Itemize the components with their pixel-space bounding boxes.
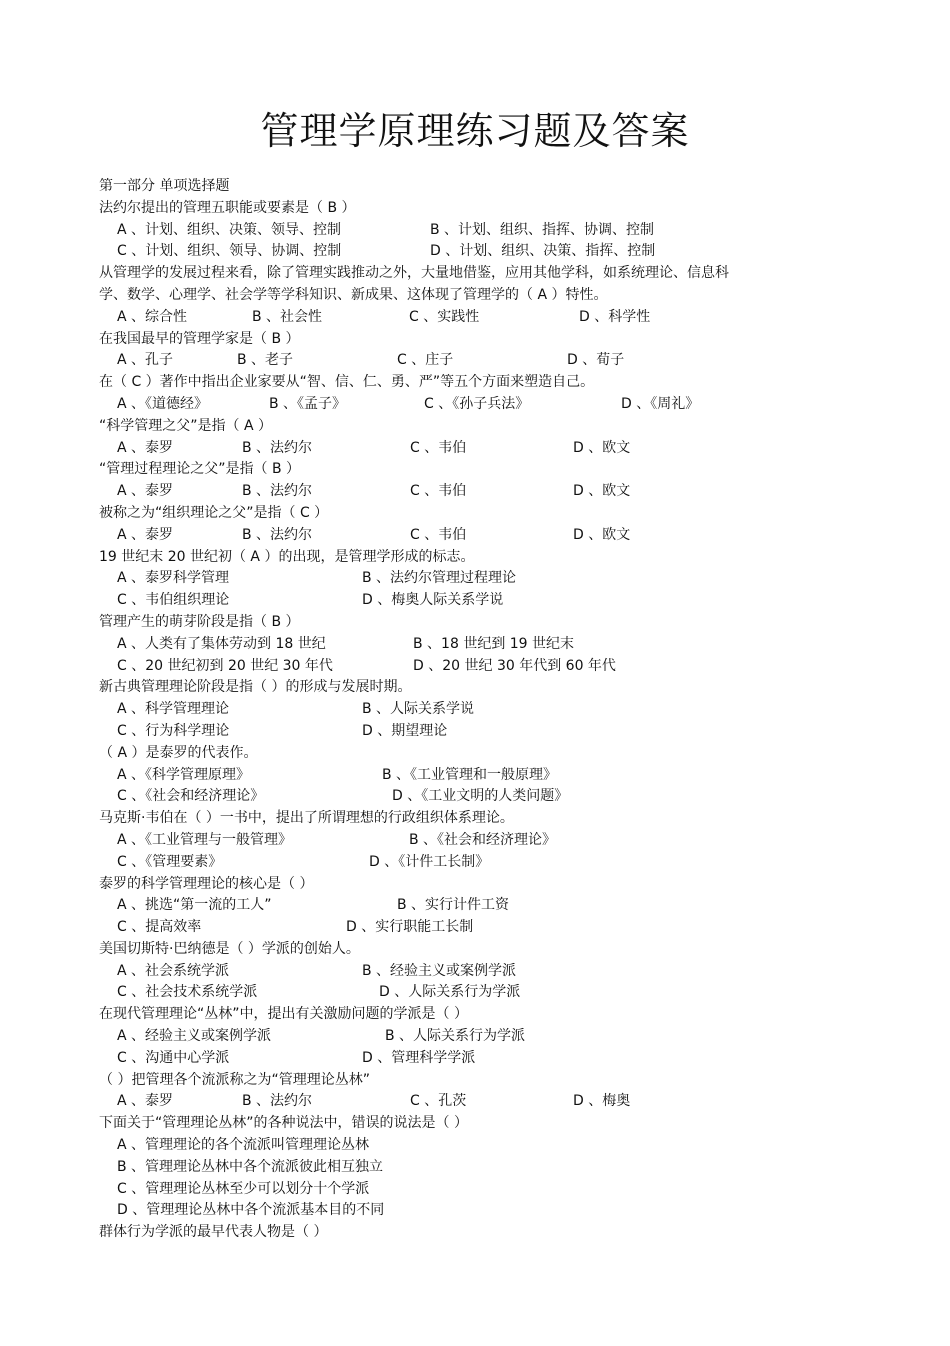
option-row <box>99 568 789 590</box>
option-text: B 、《孟子》 <box>269 395 347 412</box>
option-text: D 、《工业文明的人类问题》 <box>392 788 569 805</box>
option-text: A 、科学管理理论 <box>117 701 230 718</box>
document-title: 管理学原理练习题及答案 <box>260 109 690 153</box>
question-text: 在现代管理理论“丛林”中，提出有关激励问题的学派是（ ） <box>99 1006 468 1023</box>
question-text: 被称之为“组织理论之父”是指（ C ） <box>99 504 329 521</box>
option-row <box>99 830 789 852</box>
option-row <box>99 241 789 263</box>
option-row <box>99 765 789 787</box>
option-text: C 、沟通中心学派 <box>117 1049 230 1066</box>
option-text: B 、社会性 <box>252 308 323 325</box>
question-text: “管理过程理论之父”是指（ B ） <box>99 461 301 478</box>
question-text: 管理产生的萌芽阶段是指（ B ） <box>99 613 300 630</box>
question-text: 法约尔提出的管理五职能或要素是（ B ） <box>99 199 356 216</box>
question-text: “科学管理之父”是指（ A ） <box>99 417 272 434</box>
option-row <box>99 961 789 983</box>
option-text: C 、提高效率 <box>117 919 202 936</box>
option-row <box>99 699 789 721</box>
option-text: D 、《计件工长制》 <box>369 853 490 870</box>
option-row <box>99 1179 789 1201</box>
option-text: B 、老子 <box>237 352 294 369</box>
option-text: C 、庄子 <box>397 352 454 369</box>
option-text: A 、泰罗 <box>117 526 174 543</box>
question-text: 美国切斯特·巴纳德是（ ）学派的创始人。 <box>99 940 360 957</box>
question-list <box>99 176 789 1244</box>
option-text: B 、法约尔 <box>242 526 313 543</box>
option-row <box>99 1157 789 1179</box>
option-text: A 、经验主义或案例学派 <box>117 1028 272 1045</box>
option-text: D 、欧文 <box>573 483 631 500</box>
question-text: 马克斯·韦伯在（ ）一书中，提出了所谓理想的行政组织体系理论。 <box>99 810 514 827</box>
option-text: B 、人际关系学说 <box>362 701 475 718</box>
option-row <box>99 438 789 460</box>
option-text: B 、人际关系行为学派 <box>385 1028 526 1045</box>
option-row <box>99 895 789 917</box>
option-row <box>99 852 789 874</box>
option-row <box>99 656 789 678</box>
option-row <box>99 394 789 416</box>
option-text: A 、《道德经》 <box>117 395 209 412</box>
option-text: D 、期望理论 <box>362 722 448 739</box>
option-row <box>99 525 789 547</box>
option-text: C 、计划、组织、领导、协调、控制 <box>117 243 342 260</box>
question-text: 群体行为学派的最早代表人物是（ ） <box>99 1224 328 1241</box>
option-text: A 、管理理论的各个流派叫管理理论丛林 <box>117 1137 370 1154</box>
option-text: D 、梅奥人际关系学说 <box>362 592 504 609</box>
option-text: C 、管理理论丛林至少可以划分十个学派 <box>117 1180 370 1197</box>
option-text: D 、20 世纪 30 年代到 60 年代 <box>413 657 616 674</box>
question-text: 学、数学、心理学、社会学等学科知识、新成果、这体现了管理学的（ A ）特性。 <box>99 286 608 303</box>
question-text: 19 世纪末 20 世纪初（ A ）的出现，是管理学形成的标志。 <box>99 548 475 565</box>
question-text: 从管理学的发展过程来看，除了管理实践推动之外，大量地借鉴，应用其他学科，如系统理论、信息科 <box>99 265 729 282</box>
option-text: A 、泰罗 <box>117 1093 174 1110</box>
option-text: A 、计划、组织、决策、领导、控制 <box>117 221 342 238</box>
option-text: C 、韦伯 <box>410 483 467 500</box>
question-text: （ A ）是泰罗的代表作。 <box>99 744 258 761</box>
option-text: B 、实行计件工资 <box>397 897 510 914</box>
option-text: A 、人类有了集体劳动到 18 世纪 <box>117 635 326 652</box>
option-text: A 、孔子 <box>117 352 174 369</box>
option-text: D 、计划、组织、决策、指挥、控制 <box>430 243 656 260</box>
option-text: D 、荀子 <box>567 352 625 369</box>
option-text: B 、管理理论丛林中各个流派彼此相互独立 <box>117 1158 384 1175</box>
option-text: B 、法约尔 <box>242 483 313 500</box>
option-text: B 、18 世纪到 19 世纪末 <box>413 635 575 652</box>
option-text: C 、孔茨 <box>410 1093 467 1110</box>
option-text: A 、泰罗 <box>117 439 174 456</box>
question-text: （ ）把管理各个流派称之为“管理理论丛林” <box>99 1071 370 1088</box>
option-text: D 、人际关系行为学派 <box>379 984 521 1001</box>
option-text: B 、计划、组织、指挥、协调、控制 <box>430 221 655 238</box>
option-text: C 、《孙子兵法》 <box>424 395 530 412</box>
option-text: B 、法约尔 <box>242 439 313 456</box>
option-text: B 、《工业管理和一般原理》 <box>382 766 558 783</box>
option-text: A 、社会系统学派 <box>117 962 230 979</box>
option-text: B 、法约尔管理过程理论 <box>362 570 517 587</box>
option-text: C 、《管理要素》 <box>117 853 223 870</box>
option-row <box>99 982 789 1004</box>
option-text: C 、韦伯组织理论 <box>117 592 230 609</box>
option-row <box>99 1048 789 1070</box>
option-text: D 、管理理论丛林中各个流派基本目的不同 <box>117 1202 385 1219</box>
option-text: D 、欧文 <box>573 439 631 456</box>
option-text: D 、管理科学学派 <box>362 1049 476 1066</box>
question-text: 泰罗的科学管理理论的核心是（ ） <box>99 875 314 892</box>
option-text: C 、韦伯 <box>410 526 467 543</box>
option-text: C 、实践性 <box>409 308 480 325</box>
option-text: A 、泰罗 <box>117 483 174 500</box>
option-row <box>99 481 789 503</box>
option-row <box>99 634 789 656</box>
option-text: C 、《社会和经济理论》 <box>117 788 265 805</box>
option-text: D 、欧文 <box>573 526 631 543</box>
option-row <box>99 590 789 612</box>
option-text: D 、梅奥 <box>573 1093 631 1110</box>
option-text: D 、科学性 <box>579 308 651 325</box>
option-text: B 、法约尔 <box>242 1093 313 1110</box>
option-text: A 、综合性 <box>117 308 188 325</box>
option-text: C 、韦伯 <box>410 439 467 456</box>
option-row <box>99 721 789 743</box>
option-text: A 、泰罗科学管理 <box>117 570 230 587</box>
option-text: D 、《周礼》 <box>621 395 700 412</box>
option-text: D 、实行职能工长制 <box>346 919 474 936</box>
option-text: C 、社会技术系统学派 <box>117 984 258 1001</box>
option-row <box>99 786 789 808</box>
option-text: C 、行为科学理论 <box>117 722 230 739</box>
option-row <box>99 307 789 329</box>
option-text: A 、《工业管理与一般管理》 <box>117 831 293 848</box>
question-text: 第一部分 单项选择题 <box>99 178 230 194</box>
option-row <box>99 1200 789 1222</box>
option-text: C 、20 世纪初到 20 世纪 30 年代 <box>117 657 333 674</box>
option-text: A 、《科学管理原理》 <box>117 766 251 783</box>
question-text: 在（ C ）著作中指出企业家要从“智、信、仁、勇、严”等五个方面来塑造自己。 <box>99 374 595 391</box>
option-row <box>99 220 789 242</box>
option-row <box>99 1091 789 1113</box>
option-row <box>99 1135 789 1157</box>
question-text: 下面关于“管理理论丛林”的各种说法中，错误的说法是（ ） <box>99 1115 468 1132</box>
option-row <box>99 917 789 939</box>
option-row <box>99 1026 789 1048</box>
option-text: B 、《社会和经济理论》 <box>409 831 557 848</box>
question-text: 新古典管理理论阶段是指（ ）的形成与发展时期。 <box>99 679 412 696</box>
option-row <box>99 350 789 372</box>
option-text: B 、经验主义或案例学派 <box>362 962 517 979</box>
question-text: 在我国最早的管理学家是（ B ） <box>99 330 300 347</box>
option-text: A 、挑选“第一流的工人” <box>117 897 272 914</box>
